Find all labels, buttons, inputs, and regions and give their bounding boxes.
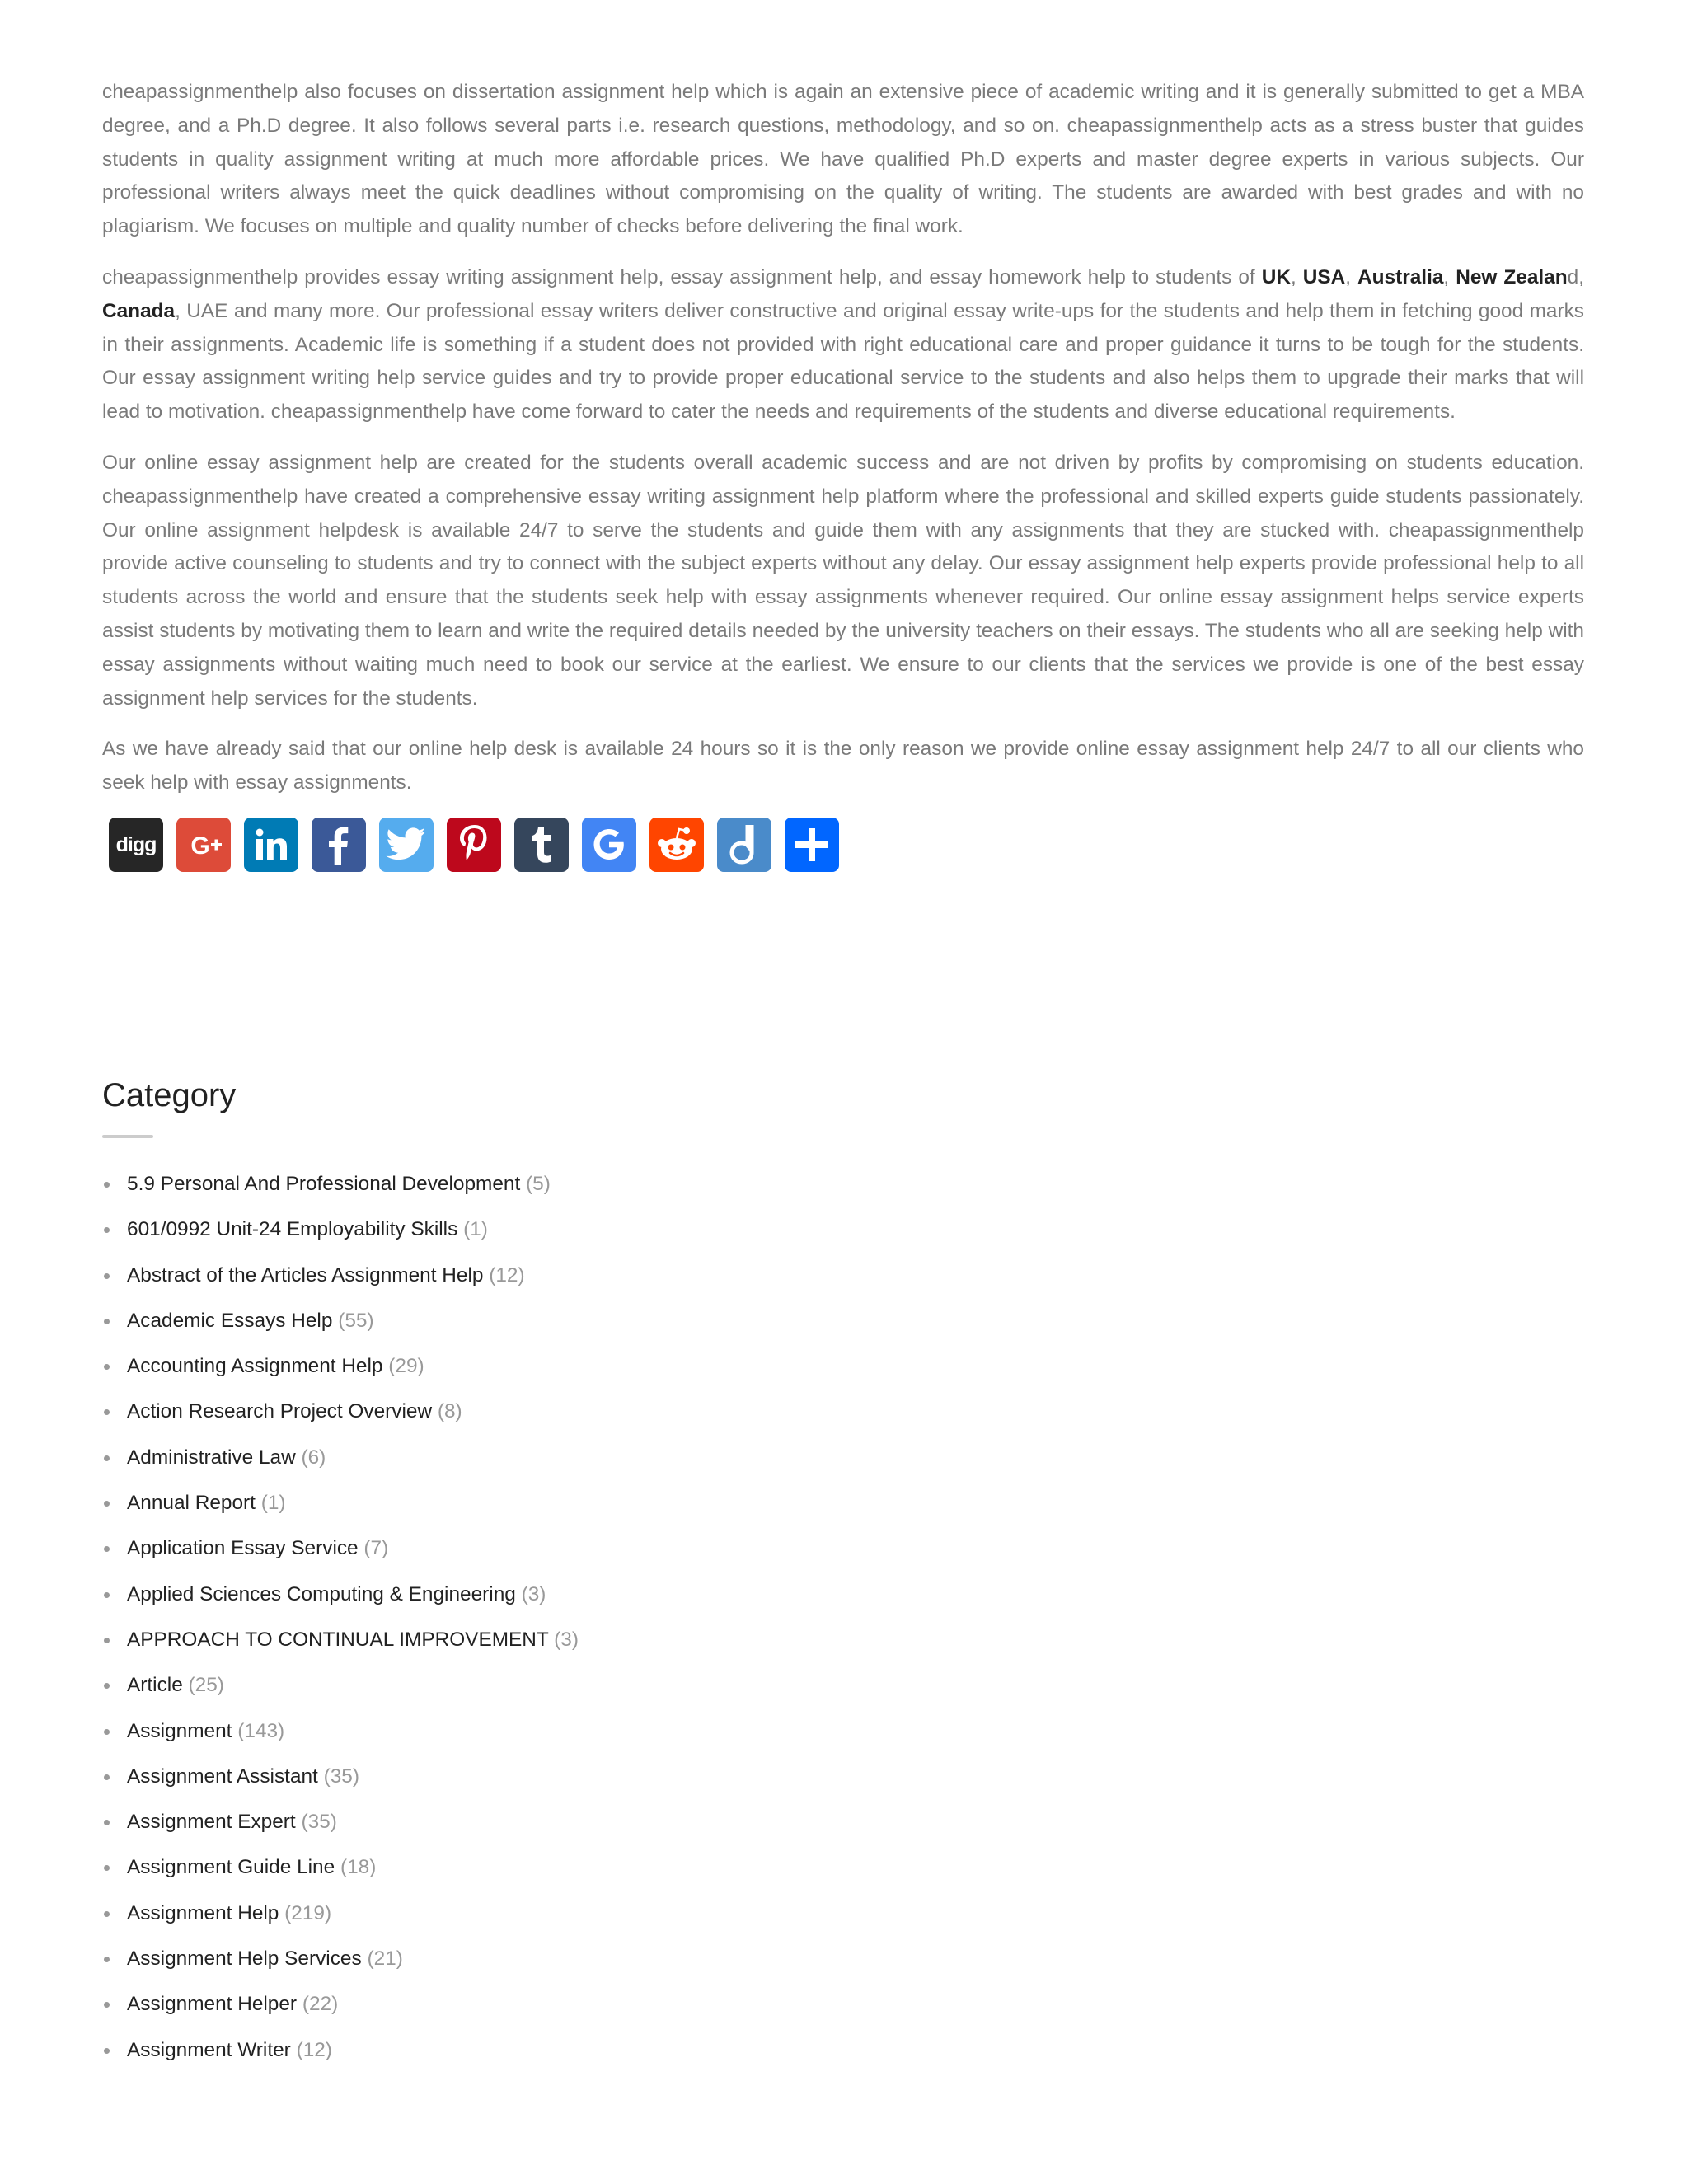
bullet-icon xyxy=(104,1455,110,1461)
p2-intro: cheapassignmenthelp provides essay writing assignment help, essay assignment help, and essay homework help to students of xyxy=(102,265,1262,288)
category-item xyxy=(102,1718,844,1764)
p2-rest: , UAE and many more. Our professional essay writers deliver constructive and original essay write-ups for the students and help them in fetching good marks in their assignments. Academic life is something if a student does not provided with right educational care and proper guidance it turns to be tough for the students. Our essay assignment writing help service guides and try to provide proper educational service to the students and also helps them to upgrade their marks that will lead to motivation. cheapassignmenthelp have come forward to cater the needs and requirements of the students and diverse educational requirements. xyxy=(102,299,1584,424)
share-reddit-button[interactable] xyxy=(649,818,704,872)
share-google-plus-button[interactable] xyxy=(176,818,231,872)
category-link[interactable]: Application Essay Service xyxy=(127,1537,359,1560)
category-item xyxy=(102,1991,844,2036)
category-widget xyxy=(102,1076,844,2083)
bullet-icon xyxy=(104,1364,110,1370)
bullet-icon xyxy=(104,1182,110,1188)
category-link[interactable]: Article xyxy=(127,1674,183,1697)
country-usa: USA xyxy=(1302,265,1346,288)
bullet-icon xyxy=(104,1820,110,1825)
category-link[interactable]: 601/0992 Unit-24 Employability Skills xyxy=(127,1218,458,1241)
bullet-icon xyxy=(104,1638,110,1643)
share-tumblr-button[interactable] xyxy=(514,818,569,872)
category-item xyxy=(102,1263,844,1308)
category-item xyxy=(102,1627,844,1672)
category-count: (12) xyxy=(489,1263,525,1286)
category-count: (5) xyxy=(526,1173,551,1195)
share-digg-button[interactable] xyxy=(109,818,163,872)
category-count: (143) xyxy=(237,1719,285,1742)
category-count: (35) xyxy=(301,1811,337,1834)
google-plus-icon xyxy=(182,828,225,861)
reddit-icon xyxy=(655,826,698,864)
category-item xyxy=(102,1445,844,1490)
category-item xyxy=(102,1854,844,1900)
category-count: (29) xyxy=(388,1355,424,1378)
facebook-icon xyxy=(322,825,355,865)
p2-sep: , xyxy=(1290,265,1303,288)
article-paragraph-4: As we have already said that our online help desk is available 24 hours so it is the only reason we provide online essay assignment help 24/7 to all our clients who seek help with essay assignments. xyxy=(102,738,1584,794)
bullet-icon xyxy=(104,1729,110,1735)
bullet-icon xyxy=(104,1227,110,1233)
bullet-icon xyxy=(104,1273,110,1279)
category-count: (7) xyxy=(363,1537,389,1560)
category-link[interactable]: Annual Report xyxy=(127,1492,256,1515)
bullet-icon xyxy=(104,1501,110,1507)
category-item xyxy=(102,1490,844,1535)
category-count: (55) xyxy=(338,1309,374,1332)
bullet-icon xyxy=(104,1592,110,1598)
article-paragraph-3: Our online essay assignment help are created for the students overall academic success and are not driven by profits by compromising on students education. cheapassignmenthelp have created a comprehensive essay writing assignment help platform where the professional and skilled experts guide students passionately. Our online assignment helpdesk is available 24/7 to serve the students and guide them with any assignments that they are stucked with. cheapassignmenthelp provide active counseling to students and try to connect with the subject experts without any delay. Our essay assignment help experts provide professional help to all students across the world and ensure that the students seek help with essay assignments whenever required. Our online essay assignment helps service experts assist students by motivating them to learn and write the required details needed by the university teachers on their essays. The students who all are seeking help with essay assignments without waiting much need to book our service at the earliest. We ensure to our clients that the services we provide is one of the best essay assignment help services for the students. xyxy=(102,451,1584,710)
category-item xyxy=(102,1946,844,1991)
category-count: (18) xyxy=(340,1856,377,1879)
category-count: (1) xyxy=(260,1492,286,1515)
category-link[interactable]: Assignment xyxy=(127,1719,232,1742)
category-link[interactable]: Assignment Assistant xyxy=(127,1765,318,1788)
category-count: (3) xyxy=(521,1582,546,1605)
category-item xyxy=(102,1171,844,1216)
share-pinterest-button[interactable] xyxy=(447,818,501,872)
category-item xyxy=(102,1809,844,1854)
share-linkedin-button[interactable] xyxy=(244,818,298,872)
category-count: (25) xyxy=(188,1674,224,1697)
share-facebook-button[interactable] xyxy=(312,818,366,872)
category-item xyxy=(102,1582,844,1627)
bullet-icon xyxy=(104,1319,110,1324)
bullet-icon xyxy=(104,1865,110,1871)
category-item xyxy=(102,1216,844,1262)
bullet-icon xyxy=(104,1546,110,1552)
country-australia: Australia xyxy=(1357,265,1444,288)
category-count: (12) xyxy=(296,2038,332,2061)
category-item xyxy=(102,2037,844,2083)
category-count: (35) xyxy=(323,1765,359,1788)
article-paragraph-2 xyxy=(102,261,1584,429)
bullet-icon xyxy=(104,1911,110,1917)
diigo-icon xyxy=(728,825,761,865)
category-link[interactable]: Accounting Assignment Help xyxy=(127,1355,383,1378)
category-link[interactable]: Assignment Help Services xyxy=(127,1947,362,1971)
category-count: (3) xyxy=(554,1628,579,1651)
twitter-icon xyxy=(386,827,427,862)
linkedin-icon xyxy=(253,827,289,863)
share-google-button[interactable] xyxy=(582,818,636,872)
category-link[interactable]: Administrative Law xyxy=(127,1446,296,1469)
article-body xyxy=(102,76,1584,872)
category-item xyxy=(102,1353,844,1399)
category-title-underline xyxy=(102,1135,153,1138)
pinterest-icon xyxy=(457,824,490,865)
category-title: Category xyxy=(102,1077,237,1113)
category-link[interactable]: Assignment Expert xyxy=(127,1811,296,1834)
category-link[interactable]: APPROACH TO CONTINUAL IMPROVEMENT xyxy=(127,1628,549,1651)
social-share-bar xyxy=(109,818,1584,872)
category-item xyxy=(102,1764,844,1809)
category-count: (1) xyxy=(463,1218,488,1241)
category-item xyxy=(102,1399,844,1444)
category-list xyxy=(102,1171,844,2083)
digg-icon xyxy=(112,828,160,861)
category-item xyxy=(102,1672,844,1718)
svg-text:digg: digg xyxy=(115,832,157,856)
bullet-icon xyxy=(104,1774,110,1780)
category-link[interactable]: Assignment Helper xyxy=(127,1993,298,2016)
share-twitter-button[interactable] xyxy=(379,818,434,872)
google-icon xyxy=(590,826,628,864)
category-item xyxy=(102,1308,844,1353)
tumblr-icon xyxy=(528,824,556,865)
p2-sep: , xyxy=(1443,265,1456,288)
bullet-icon xyxy=(104,1409,110,1415)
category-link[interactable]: Assignment Help xyxy=(127,1901,279,1924)
category-count: (219) xyxy=(284,1901,332,1924)
category-link[interactable]: Action Research Project Overview xyxy=(127,1400,433,1423)
bullet-icon xyxy=(104,1683,110,1689)
svg-text:G: G xyxy=(190,832,210,860)
category-link[interactable]: Academic Essays Help xyxy=(127,1309,333,1332)
category-count: (21) xyxy=(367,1947,403,1971)
category-link[interactable]: Abstract of the Articles Assignment Help xyxy=(127,1263,484,1286)
category-item xyxy=(102,1900,844,1946)
country-canada: Canada xyxy=(102,299,176,322)
p2-nz-tail: d, xyxy=(1567,265,1584,288)
country-new-zealand: New Zealan xyxy=(1456,265,1568,288)
p2-sep: , xyxy=(1345,265,1358,288)
category-link[interactable]: Assignment Guide Line xyxy=(127,1856,335,1879)
bullet-icon xyxy=(104,2048,110,2054)
article-paragraph-1: cheapassignmenthelp also focuses on dissertation assignment help which is again an extensive piece of academic writing and it is generally submitted to get a MBA degree, and a Ph.D degree. It also follows several parts i.e. research questions, methodology, and so on. cheapassignmenthelp acts as a stress buster that guides students in quality assignment writing at much more affordable prices. We have qualified Ph.D experts and master degree experts in various subjects. Our professional writers always meet the quick deadlines without compromising on the quality of writing. The students are awarded with best grades and with no plagiarism. We focuses on multiple and quality number of checks before delivering the final work. xyxy=(102,81,1584,238)
bullet-icon xyxy=(104,2002,110,2008)
bullet-icon xyxy=(104,1957,110,1962)
category-count: (8) xyxy=(437,1400,462,1423)
share-more-button[interactable] xyxy=(785,818,839,872)
category-count: (6) xyxy=(301,1446,326,1469)
category-link[interactable]: Assignment Writer xyxy=(127,2038,291,2061)
category-count: (22) xyxy=(302,1993,339,2016)
category-link[interactable]: 5.9 Personal And Professional Development xyxy=(127,1173,521,1195)
plus-icon xyxy=(793,826,831,864)
share-diigo-button[interactable] xyxy=(717,818,771,872)
category-item xyxy=(102,1535,844,1581)
category-link[interactable]: Applied Sciences Computing & Engineering xyxy=(127,1582,516,1605)
country-uk: UK xyxy=(1261,265,1291,288)
